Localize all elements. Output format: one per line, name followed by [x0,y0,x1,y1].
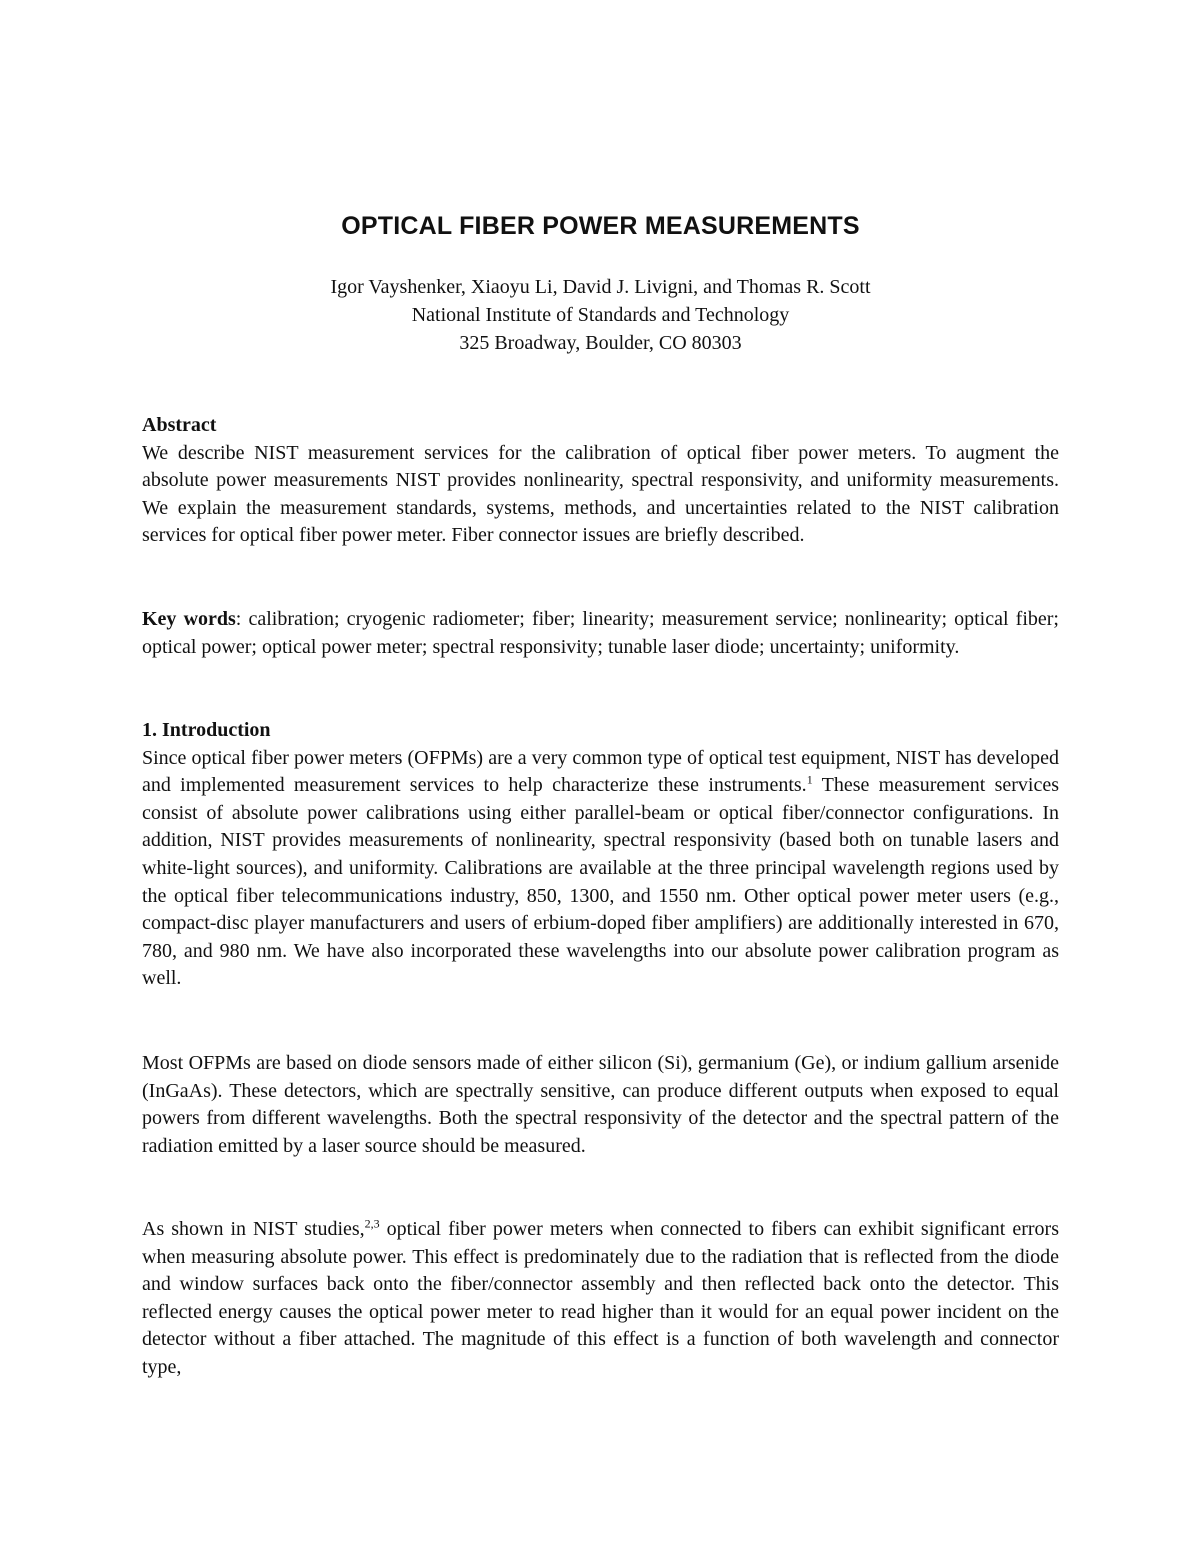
intro-p3-part-a: As shown in NIST studies, [142,1218,365,1240]
intro-p3-part-b: optical fiber power meters when connected to fibers can exhibit significant errors when measuring absolute power. This effect is predominately due to the radiation that is reflected from the diode and window surfaces back onto the fiber/connector assembly and then reflected back onto the detector. This reflected energy causes the optical power meter to read higher than it would for an equal power incident on the detector without a fiber attached. The magnitude of this effect is a function of both wavelength and connector type, [142,1218,1059,1378]
citation-1: 1 [806,772,813,787]
citation-2-3: 2,3 [364,1216,380,1231]
intro-p1-part-a: Since optical fiber power meters (OFPMs) are a very common type of optical test equipment, NIST has developed and implemented measurement services to help characterize these instruments. [142,746,1059,797]
keywords-label: Key words [142,608,236,630]
paper-title: OPTICAL FIBER POWER MEASUREMENTS [341,212,860,240]
abstract-section [142,412,1059,550]
keywords-section [142,606,1059,661]
author-block [142,273,1059,357]
intro-p1-part-b: These measurement services consist of absolute power calibrations using either parallel-beam or optical fiber/connector configurations. In addition, NIST provides measurements of nonlinearity, spectral responsivity (based both on tunable lasers and white-light sources), and uniformity. Calibrations are available at the three principal wavelength regions used by the optical fiber telecommunications industry, 850, 1300, and 1550 nm. Other optical power meter users (e.g., compact-disc player manufacturers and users of erbium-doped fiber amplifiers) are additionally interested in 670, 780, and 980 nm. We have also incorporated these wavelengths into our absolute power calibration program as well. [142,774,1060,990]
introduction-section [142,717,1059,993]
author-names: Igor Vayshenker, Xiaoyu Li, David J. Livigni, and Thomas R. Scott [330,276,871,298]
introduction-heading: 1. Introduction [142,719,271,741]
keywords-text: : calibration; cryogenic radiometer; fiber; linearity; measurement service; nonlinearity; optical fiber; optical power; optical power meter; spectral responsivity; tunable laser diode; uncertainty; uniformity. [142,608,1059,658]
intro-paragraph-2-block [142,1050,1059,1160]
abstract-text: We describe NIST measurement services for the calibration of optical fiber power meters. To augment the absolute power measurements NIST provides nonlinearity, spectral responsivity, and uniformity measurements. We explain the measurement standards, systems, methods, and uncertainties related to the NIST calibration services for optical fiber power meter. Fiber connector issues are briefly described. [142,441,1059,547]
intro-paragraph-1 [142,745,1059,993]
author-institution: National Institute of Standards and Technology [411,304,790,326]
intro-paragraph-3-block [142,1216,1059,1382]
intro-paragraph-3 [142,1216,1059,1382]
abstract-heading: Abstract [142,414,217,436]
keywords-paragraph [142,606,1059,661]
intro-paragraph-2: Most OFPMs are based on diode sensors made of either silicon (Si), germanium (Ge), or indium gallium arsenide (InGaAs). These detectors, which are spectrally sensitive, can produce different outputs when exposed to equal powers from different wavelengths. Both the spectral responsivity of the detector and the spectral pattern of the radiation emitted by a laser source should be measured. [142,1052,1059,1157]
author-address: 325 Broadway, Boulder, CO 80303 [459,332,742,354]
